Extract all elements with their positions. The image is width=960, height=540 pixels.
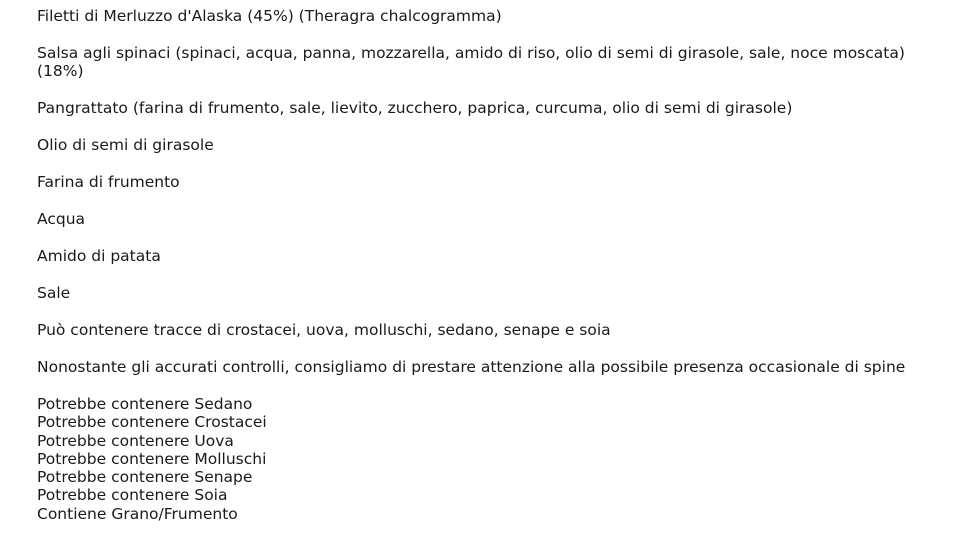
allergen-item: Potrebbe contenere Soia [37, 486, 228, 505]
ingredient-item: Olio di semi di girasole [37, 136, 214, 154]
bones-warning: Nonostante gli accurati controlli, consigliamo di prestare attenzione alla possibile presenza occasionale di spine [37, 358, 906, 376]
allergen-item: Contiene Grano/Frumento [37, 504, 238, 523]
ingredient-item: Amido di patata [37, 247, 161, 265]
allergen-list [37, 395, 937, 523]
ingredient-item: Filetti di Merluzzo d'Alaska (45%) (Theragra chalcogramma) [37, 7, 502, 25]
allergen-item: Potrebbe contenere Uova [37, 431, 234, 450]
ingredient-item: Farina di frumento [37, 173, 180, 191]
allergen-item: Potrebbe contenere Molluschi [37, 449, 267, 468]
ingredients-document [37, 7, 937, 523]
ingredient-item: Pangrattato (farina di frumento, sale, lievito, zucchero, paprica, curcuma, olio di semi di girasole) [37, 99, 793, 117]
ingredient-item: Acqua [37, 210, 86, 228]
allergen-item: Potrebbe contenere Crostacei [37, 413, 267, 432]
traces-warning: Può contenere tracce di crostacei, uova, molluschi, sedano, senape e soia [37, 321, 611, 339]
allergen-item: Potrebbe contenere Sedano [37, 395, 253, 413]
allergen-item: Potrebbe contenere Senape [37, 468, 253, 487]
ingredient-item: Salsa agli spinaci (spinaci, acqua, panna, mozzarella, amido di riso, olio di semi di girasole, sale, noce moscata) (18%) [37, 44, 905, 80]
ingredient-item: Sale [37, 284, 71, 302]
